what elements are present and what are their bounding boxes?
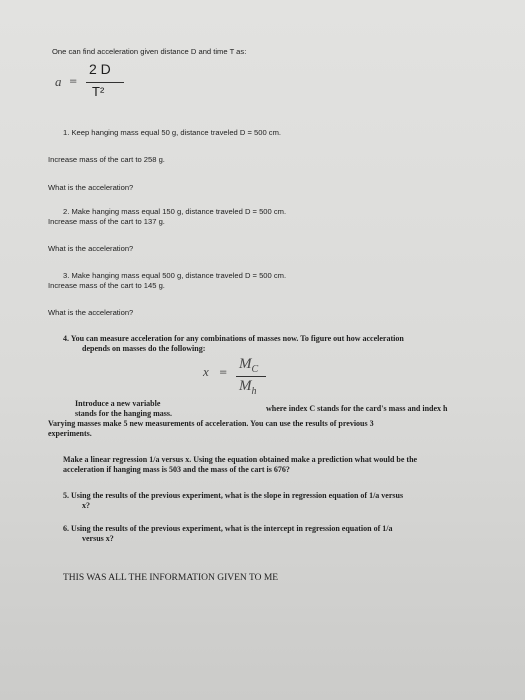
ratio-numerator: $M_C$ [239,356,259,375]
fraction-bar [86,82,124,83]
q5-question-cont: x? [82,501,90,510]
q1-instruction: 1. Keep hanging mass equal 50 g, distance traveled D = 500 cm. [63,128,282,137]
q3-cart-mass: Increase mass of the cart to 145 g. [48,281,165,290]
footer-note: THIS WAS ALL THE INFORMATION GIVEN TO ME [63,573,279,583]
q4-new-variable: Introduce a new variable [75,399,161,408]
formula-numerator: 2 D [89,61,111,77]
q3-question: What is the acceleration? [48,308,134,317]
q4-stands-for: stands for the hanging mass. [75,409,172,418]
q5-question: 5. Using the results of the previous experiment, what is the slope in regression equation of 1/a versus [63,491,404,500]
q2-instruction: 2. Make hanging mass equal 150 g, distance traveled D = 500 cm. [63,207,287,216]
q1-cart-mass: Increase mass of the cart to 258 g. [48,155,165,164]
formula-denominator: T² [92,84,105,99]
ratio-denominator: $M_h$ [239,378,257,397]
intro-text: One can find acceleration given distance D and time T as: [52,47,247,56]
formula-lhs: a [55,74,62,89]
q4-index-where: where index C stands for the card's mass and index h [266,404,448,413]
q1-question: What is the acceleration? [48,183,134,192]
q4-regression: Make a linear regression 1/a versus x. Using the equation obtained make a prediction what would be the [63,455,418,464]
q4-varying-cont: experiments. [48,429,92,438]
q4-instruction: 4. You can measure acceleration for any combinations of masses now. To figure out how acceleration [63,334,404,343]
q4-varying: Varying masses make 5 new measurements of acceleration. You can use the results of previous 3 [48,419,374,428]
q4-regression-cont: acceleration if hanging mass is 503 and the mass of the cart is 676? [63,465,290,474]
q2-question: What is the acceleration? [48,244,134,253]
ratio-lhs: x [203,364,209,379]
formula-equals: = [69,76,78,87]
ratio-equals: = [219,367,228,378]
q2-cart-mass: Increase mass of the cart to 137 g. [48,217,165,226]
q6-question: 6. Using the results of the previous experiment, what is the intercept in regression equation of 1/a [63,524,393,533]
q3-instruction: 3. Make hanging mass equal 500 g, distance traveled D = 500 cm. [63,271,287,280]
q6-question-cont: versus x? [82,534,114,543]
ratio-fraction-bar [236,376,266,377]
q4-instruction-cont: depends on masses do the following: [82,344,206,353]
